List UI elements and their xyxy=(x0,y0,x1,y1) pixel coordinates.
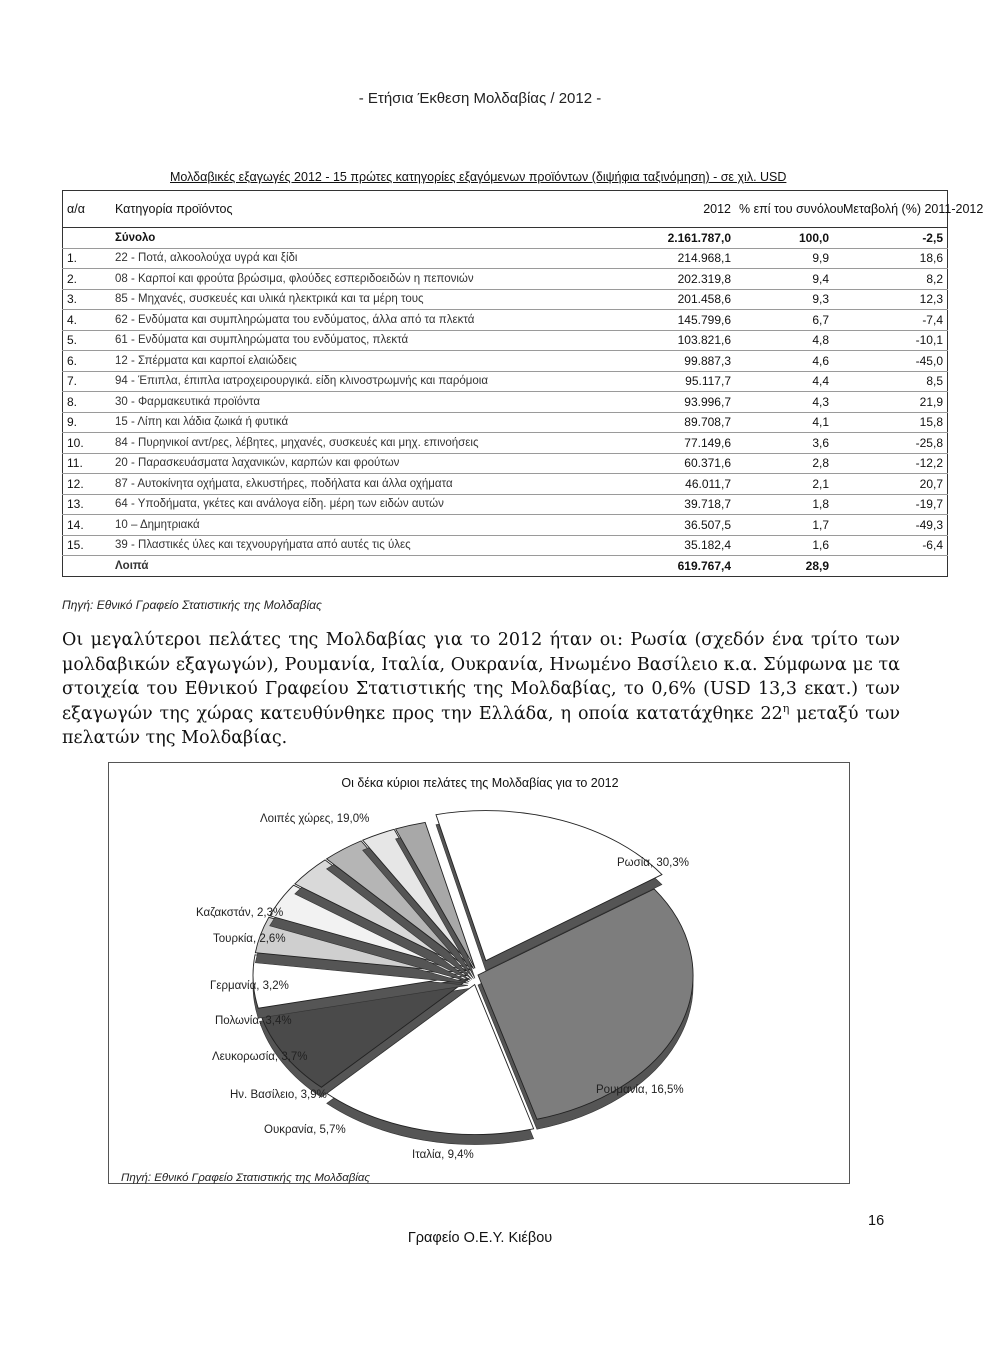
row-index: 14. xyxy=(63,515,112,536)
row-value: 214.968,1 xyxy=(639,248,735,269)
row-index: 10. xyxy=(63,433,112,454)
total-change: -2,5 xyxy=(839,228,948,249)
row-change: 21,9 xyxy=(839,392,948,413)
row-change: 12,3 xyxy=(839,289,948,310)
row-index: 1. xyxy=(63,248,112,269)
row-value: 145.799,6 xyxy=(639,310,735,331)
row-category: 85 - Μηχανές, συσκευές και υλικά ηλεκτρικά και τα μέρη τους xyxy=(111,289,639,310)
row-index: 7. xyxy=(63,371,112,392)
row-share: 3,6 xyxy=(735,433,839,454)
row-index: 3. xyxy=(63,289,112,310)
row-share: 1,7 xyxy=(735,515,839,536)
pie-label: Πολωνία, 3,4% xyxy=(215,1015,292,1027)
row-category: 12 - Σπέρματα και καρποί ελαιώδεις xyxy=(111,351,639,372)
row-index: 5. xyxy=(63,330,112,351)
row-category: 39 - Πλαστικές ύλες και τεχνουργήματα από αυτές τις ύλες xyxy=(111,535,639,556)
row-change: -49,3 xyxy=(839,515,948,536)
col-header-share: % επί του συνόλου xyxy=(735,191,839,228)
row-category: 87 - Αυτοκίνητα οχήματα, ελκυστήρες, ποδήλατα και άλλα οχήματα xyxy=(111,474,639,495)
pie-label: Ιταλία, 9,4% xyxy=(412,1149,474,1161)
row-value: 89.708,7 xyxy=(639,412,735,433)
running-header: - Ετήσια Έκθεση Μολδαβίας / 2012 - xyxy=(358,90,602,107)
pie-label: Λευκορωσία, 3,7% xyxy=(212,1051,308,1063)
row-share: 1,8 xyxy=(735,494,839,515)
col-header-index: α/α xyxy=(63,191,112,228)
row-index: 8. xyxy=(63,392,112,413)
table-source: Πηγή: Εθνικό Γραφείο Στατιστικής της Μολδαβίας xyxy=(62,598,322,612)
pie-label: Γερμανία, 3,2% xyxy=(210,980,289,992)
row-index: 4. xyxy=(63,310,112,331)
row-change: 20,7 xyxy=(839,474,948,495)
row-change: -45,0 xyxy=(839,351,948,372)
row-share: 9,4 xyxy=(735,269,839,290)
pie-label: Καζακστάν, 2,3% xyxy=(196,907,284,919)
row-index: 9. xyxy=(63,412,112,433)
row-change: -7,4 xyxy=(839,310,948,331)
row-share: 9,9 xyxy=(735,248,839,269)
row-category: 15 - Λίπη και λάδια ζωικά ή φυτικά xyxy=(111,412,639,433)
rest-value: 619.767,4 xyxy=(639,556,735,577)
row-index: 2. xyxy=(63,269,112,290)
row-value: 103.821,6 xyxy=(639,330,735,351)
row-change: 18,6 xyxy=(839,248,948,269)
row-category: 94 - Έπιπλα, έπιπλα ιατροχειρουργικά. είδη κλινοστρωμνής και παρόμοια xyxy=(111,371,639,392)
row-share: 4,3 xyxy=(735,392,839,413)
footer-office: Γραφείο Ο.Ε.Υ. Κιέβου xyxy=(407,1230,553,1246)
row-change: -12,2 xyxy=(839,453,948,474)
row-index: 15. xyxy=(63,535,112,556)
pie-label: Ην. Βασίλειο, 3,9% xyxy=(230,1089,327,1101)
rest-label: Λοιπά xyxy=(111,556,639,577)
row-category: 10 – Δημητριακά xyxy=(111,515,639,536)
row-change: -6,4 xyxy=(839,535,948,556)
row-value: 93.996,7 xyxy=(639,392,735,413)
total-value: 2.161.787,0 xyxy=(639,228,735,249)
pie-label: Ουκρανία, 5,7% xyxy=(264,1124,346,1136)
row-category: 20 - Παρασκευάσματα λαχανικών, καρπών και φρούτων xyxy=(111,453,639,474)
row-value: 201.458,6 xyxy=(639,289,735,310)
row-value: 35.182,4 xyxy=(639,535,735,556)
col-header-year: 2012 xyxy=(639,191,735,228)
row-category: 08 - Καρποί και φρούτα βρώσιμα, φλούδες εσπεριδοειδών η πεπονιών xyxy=(111,269,639,290)
row-index: 6. xyxy=(63,351,112,372)
paragraph-text-1: Οι μεγαλύτεροι πελάτες της Μολδαβίας για το 2012 ήταν οι: Ρωσία (σχεδόν ένα τρίτο των μολδαβικών εξαγωγών), Ρουμανία, Ιταλία, Ουκρανία, Ηνωμένο Βασίλειο κ.α. Σύμφωνα με τα στοιχεία του Εθνικού Γραφείου Στατιστικής της Μολδαβίας, το 0,6% (USD 13,3 εκατ.) των εξαγωγών της χώρας κατευθύνθηκε προς την Ελλάδα, η οποία κατατάχθηκε 22 xyxy=(62,630,900,724)
rest-share: 28,9 xyxy=(735,556,839,577)
row-value: 99.887,3 xyxy=(639,351,735,372)
chart-title: Οι δέκα κύριοι πελάτες της Μολδαβίας για το 2012 xyxy=(341,776,619,790)
pie-label: Λοιπές χώρες, 19,0% xyxy=(260,813,370,825)
row-value: 77.149,6 xyxy=(639,433,735,454)
row-value: 95.117,7 xyxy=(639,371,735,392)
row-share: 4,1 xyxy=(735,412,839,433)
row-share: 4,6 xyxy=(735,351,839,372)
row-category: 22 - Ποτά, αλκοολούχα υγρά και ξίδι xyxy=(111,248,639,269)
row-change: 8,2 xyxy=(839,269,948,290)
page-number: 16 xyxy=(868,1213,885,1229)
row-category: 84 - Πυρηνικοί αντ/ρες, λέβητες, μηχανές, συσκευές και μηχ. επινοήσεις xyxy=(111,433,639,454)
row-index: 12. xyxy=(63,474,112,495)
row-share: 2,1 xyxy=(735,474,839,495)
row-share: 4,4 xyxy=(735,371,839,392)
row-index: 11. xyxy=(63,453,112,474)
row-category: 61 - Ενδύματα και συμπληρώματα του ενδύματος, πλεκτά xyxy=(111,330,639,351)
row-share: 9,3 xyxy=(735,289,839,310)
row-index: 13. xyxy=(63,494,112,515)
col-header-category: Κατηγορία προϊόντος xyxy=(111,191,639,228)
pie-label: Ρουμανία, 16,5% xyxy=(596,1084,684,1096)
pie-label: Τουρκία, 2,6% xyxy=(213,933,286,945)
paragraph-text-2: μεταξύ των πελατών της Μολδαβίας. xyxy=(62,703,900,748)
chart-source: Πηγή: Εθνικό Γραφείο Στατιστικής της Μολδαβίας xyxy=(121,1172,371,1184)
col-header-change: Μεταβολή (%) 2011-2012 xyxy=(839,191,948,228)
row-share: 2,8 xyxy=(735,453,839,474)
row-value: 36.507,5 xyxy=(639,515,735,536)
row-change: -10,1 xyxy=(839,330,948,351)
row-change: -19,7 xyxy=(839,494,948,515)
paragraph-superscript: η xyxy=(782,701,790,715)
row-category: 62 - Ενδύματα και συμπληρώματα του ενδύματος, άλλα από τα πλεκτά xyxy=(111,310,639,331)
row-change: 8,5 xyxy=(839,371,948,392)
row-value: 202.319,8 xyxy=(639,269,735,290)
row-value: 39.718,7 xyxy=(639,494,735,515)
row-share: 1,6 xyxy=(735,535,839,556)
row-value: 60.371,6 xyxy=(639,453,735,474)
row-value: 46.011,7 xyxy=(639,474,735,495)
total-label: Σύνολο xyxy=(111,228,639,249)
pie-label: Ρωσία, 30,3% xyxy=(617,857,689,869)
row-share: 4,8 xyxy=(735,330,839,351)
row-category: 30 - Φαρμακευτικά προϊόντα xyxy=(111,392,639,413)
row-change: -25,8 xyxy=(839,433,948,454)
row-share: 6,7 xyxy=(735,310,839,331)
table-title: Μολδαβικές εξαγωγές 2012 - 15 πρώτες κατηγορίες εξαγόμενων προϊόντων (διψήφια ταξινόμηση) - σε χιλ. USD xyxy=(170,170,787,184)
row-change: 15,8 xyxy=(839,412,948,433)
total-share: 100,0 xyxy=(735,228,839,249)
row-category: 64 - Υποδήματα, γκέτες και ανάλογα είδη. μέρη των ειδών αυτών xyxy=(111,494,639,515)
